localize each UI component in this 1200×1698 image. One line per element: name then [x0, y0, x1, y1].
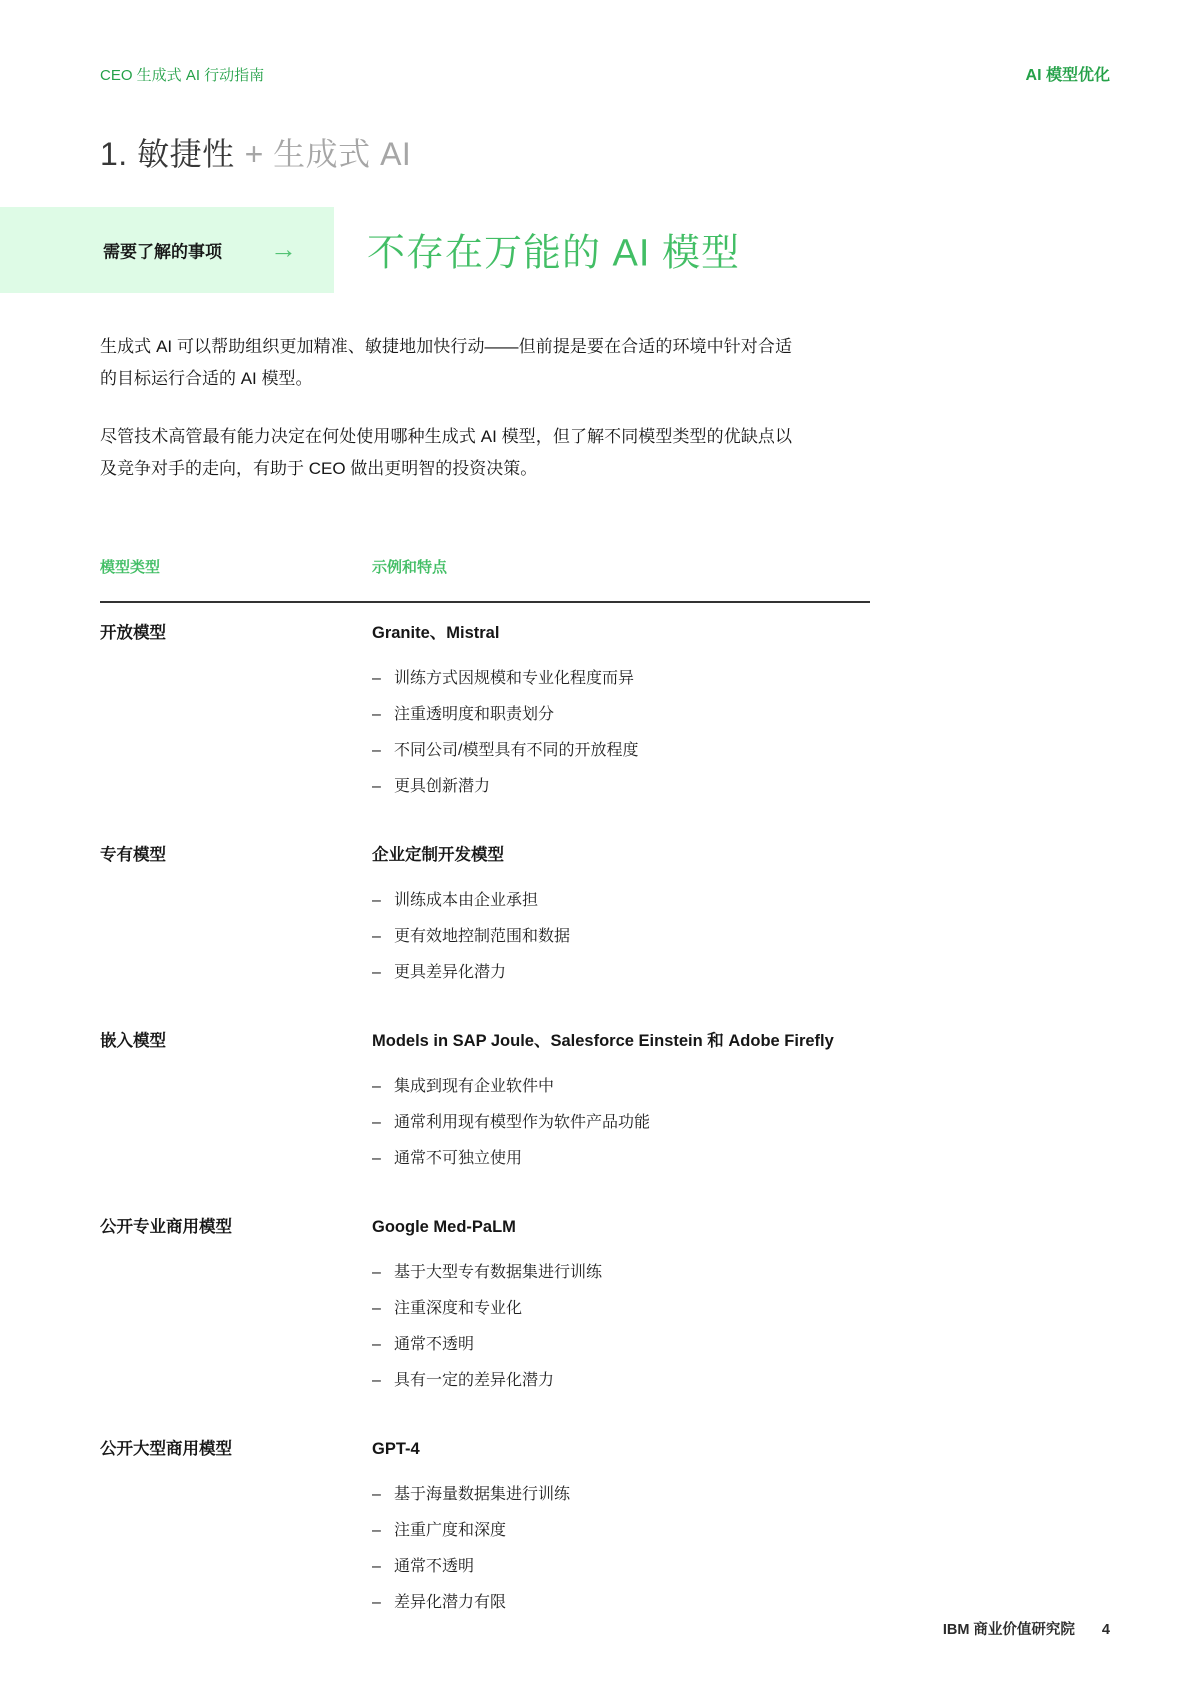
- row-type-label: 公开专业商用模型: [100, 1218, 232, 1236]
- row-details: [372, 622, 1090, 798]
- row-bullet: – 通常不可独立使用: [372, 1148, 1090, 1170]
- row-bullet: – 更具差异化潜力: [372, 962, 1090, 984]
- breadcrumb: CEO 生成式 AI 行动指南: [100, 67, 265, 84]
- row-bullet: – 注重深度和专业化: [372, 1298, 1090, 1320]
- table-header-row: [100, 558, 1090, 578]
- row-bullet: – 注重广度和深度: [372, 1520, 1090, 1542]
- row-details: [372, 1216, 1090, 1392]
- row-example-title: Google Med-PaLM: [372, 1218, 516, 1236]
- key-fact-callout: [0, 207, 1200, 293]
- row-bullet: – 通常利用现有模型作为软件产品功能: [372, 1112, 1090, 1134]
- table-row: [100, 844, 1090, 984]
- row-bullet: – 集成到现有企业软件中: [372, 1076, 1090, 1098]
- table-row: [100, 1438, 1090, 1614]
- table-body: [100, 622, 1090, 1614]
- footer-page-number: 4: [1101, 1622, 1110, 1638]
- arrow-right-icon: →: [270, 233, 297, 264]
- paragraph-2: 尽管技术高管最有能力决定在何处使用哪种生成式 AI 模型，但了解不同模型类型的优缺点以及竞争对手的走向，有助于 CEO 做出更明智的投资决策。: [100, 427, 792, 478]
- page-footer: [943, 1618, 1110, 1639]
- chapter-title-main: 1. 敏捷性: [100, 136, 235, 172]
- row-bullet: – 不同公司/模型具有不同的开放程度: [372, 740, 1090, 762]
- table-row: [100, 622, 1090, 798]
- row-bullet: – 差异化潜力有限: [372, 1592, 1090, 1614]
- row-type-label: 嵌入模型: [100, 1032, 166, 1050]
- table-header-rule: [100, 601, 870, 603]
- section-tag: AI 模型优化: [1025, 67, 1110, 84]
- model-types-table: [100, 558, 1090, 1614]
- row-example-title: Models in SAP Joule、Salesforce Einstein 和 Adobe Firefly: [372, 1032, 834, 1050]
- table-header-model-type: 模型类型: [100, 559, 161, 576]
- row-bullet: – 注重透明度和职责划分: [372, 704, 1090, 726]
- paragraph-1: 生成式 AI 可以帮助组织更加精准、敏捷地加快行动——但前提是要在合适的环境中针对合适的目标运行合适的 AI 模型。: [100, 337, 792, 388]
- table-row: [100, 1216, 1090, 1392]
- table-header-examples: 示例和特点: [372, 559, 448, 576]
- row-type-label: 公开大型商用模型: [100, 1440, 232, 1458]
- row-example-title: 企业定制开发模型: [372, 846, 504, 864]
- row-bullet: – 通常不透明: [372, 1556, 1090, 1578]
- table-row: [100, 1030, 1090, 1170]
- row-bullet: – 基于大型专有数据集进行训练: [372, 1262, 1090, 1284]
- row-bullet: – 更有效地控制范围和数据: [372, 926, 1090, 948]
- row-bullet: – 通常不透明: [372, 1334, 1090, 1356]
- row-example-title: GPT-4: [372, 1440, 420, 1458]
- page-header: [0, 0, 1200, 86]
- callout-headline: 不存在万能的 AI 模型: [367, 232, 741, 275]
- row-bullet: – 训练成本由企业承担: [372, 890, 1090, 912]
- chapter-title: [100, 134, 1200, 174]
- row-bullet: – 更具创新潜力: [372, 776, 1090, 798]
- row-type-label: 开放模型: [100, 624, 166, 642]
- row-type-label: 专有模型: [100, 846, 166, 864]
- footer-publisher: IBM 商业价值研究院: [942, 1622, 1075, 1638]
- row-details: [372, 844, 1090, 984]
- callout-label: 需要了解的事项: [103, 242, 222, 262]
- row-bullet: – 基于海量数据集进行训练: [372, 1484, 1090, 1506]
- body-copy: [100, 331, 792, 485]
- row-example-title: Granite、Mistral: [372, 624, 500, 642]
- chapter-title-suffix: + 生成式 AI: [244, 136, 412, 172]
- row-bullet: – 训练方式因规模和专业化程度而异: [372, 668, 1090, 690]
- row-details: [372, 1438, 1090, 1614]
- row-details: [372, 1030, 1090, 1170]
- row-bullet: – 具有一定的差异化潜力: [372, 1370, 1090, 1392]
